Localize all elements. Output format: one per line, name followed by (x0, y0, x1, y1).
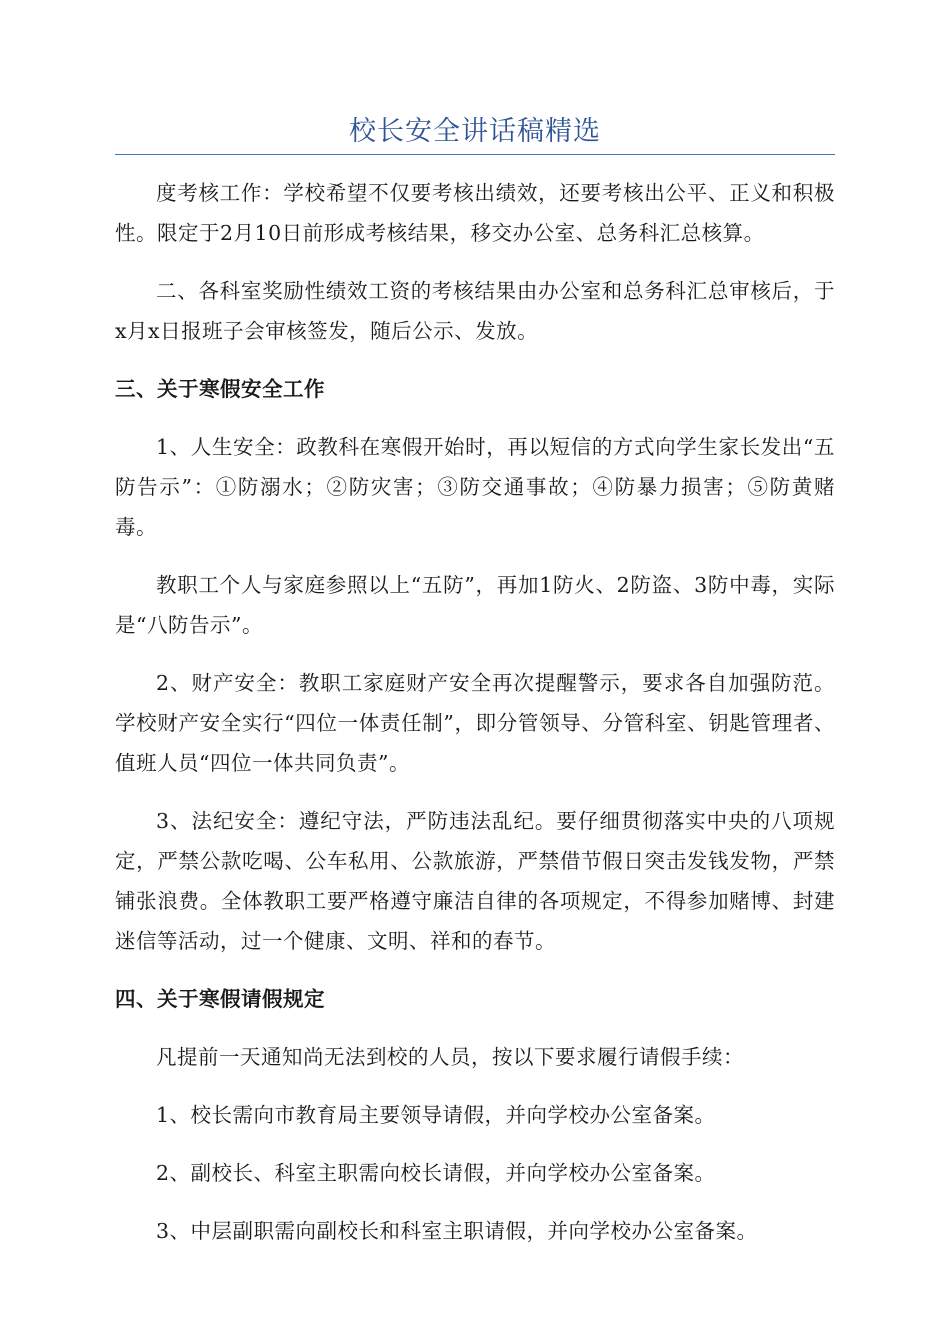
paragraph-leave-principal: 1、校长需向市教育局主要领导请假，并向学校办公室备案。 (156, 1103, 716, 1127)
paragraph-assessment-work: 度考核工作：学校希望不仅要考核出绩效，还要考核出公平、正义和积极性。限定于2月10日前形成考核结果，移交办公室、总务科汇总核算。 (115, 181, 835, 245)
document-title: 校长安全讲话稿精选 (349, 116, 601, 147)
paragraph-property-safety: 2、财产安全：教职工家庭财产安全再次提醒警示，要求各自加强防范。学校财产安全实行“四位一体责任制”，即分管领导、分管科室、钥匙管理者、值班人员“四位一体共同负责”。 (115, 671, 835, 775)
title-underline-rule (115, 154, 835, 155)
paragraph-staff-eight-precautions: 教职工个人与家庭参照以上“五防”，再加1防火、2防盗、3防中毒，实际是“八防告示”。 (115, 573, 835, 637)
paragraph-leave-intro: 凡提前一天通知尚无法到校的人员，按以下要求履行请假手续： (156, 1045, 744, 1069)
section-heading-winter-safety: 三、关于寒假安全工作 (115, 377, 325, 401)
paragraph-leave-vice-principal: 2、副校长、科室主职需向校长请假，并向学校办公室备案。 (156, 1161, 716, 1185)
paragraph-personal-safety: 1、人生安全：政教科在寒假开始时，再以短信的方式向学生家长发出“五防告示”：①防溺水；②防灾害；③防交通事故；④防暴力损害；⑤防黄赌毒。 (115, 435, 835, 539)
paragraph-discipline-safety: 3、法纪安全：遵纪守法，严防违法乱纪。要仔细贯彻落实中央的八项规定，严禁公款吃喝、公车私用、公款旅游，严禁借节假日突击发钱发物，严禁铺张浪费。全体教职工要严格遵守廉洁自律的各项规定，不得参加赌博、封建迷信等活动，过一个健康、文明、祥和的春节。 (115, 809, 835, 953)
paragraph-leave-middle-managers: 3、中层副职需向副校长和科室主职请假，并向学校办公室备案。 (156, 1219, 758, 1243)
paragraph-performance-pay: 二、各科室奖励性绩效工资的考核结果由办公室和总务科汇总审核后，于x月x日报班子会审核签发，随后公示、发放。 (115, 279, 835, 343)
document-body (115, 173, 835, 1269)
section-heading-leave-rules: 四、关于寒假请假规定 (115, 987, 325, 1011)
